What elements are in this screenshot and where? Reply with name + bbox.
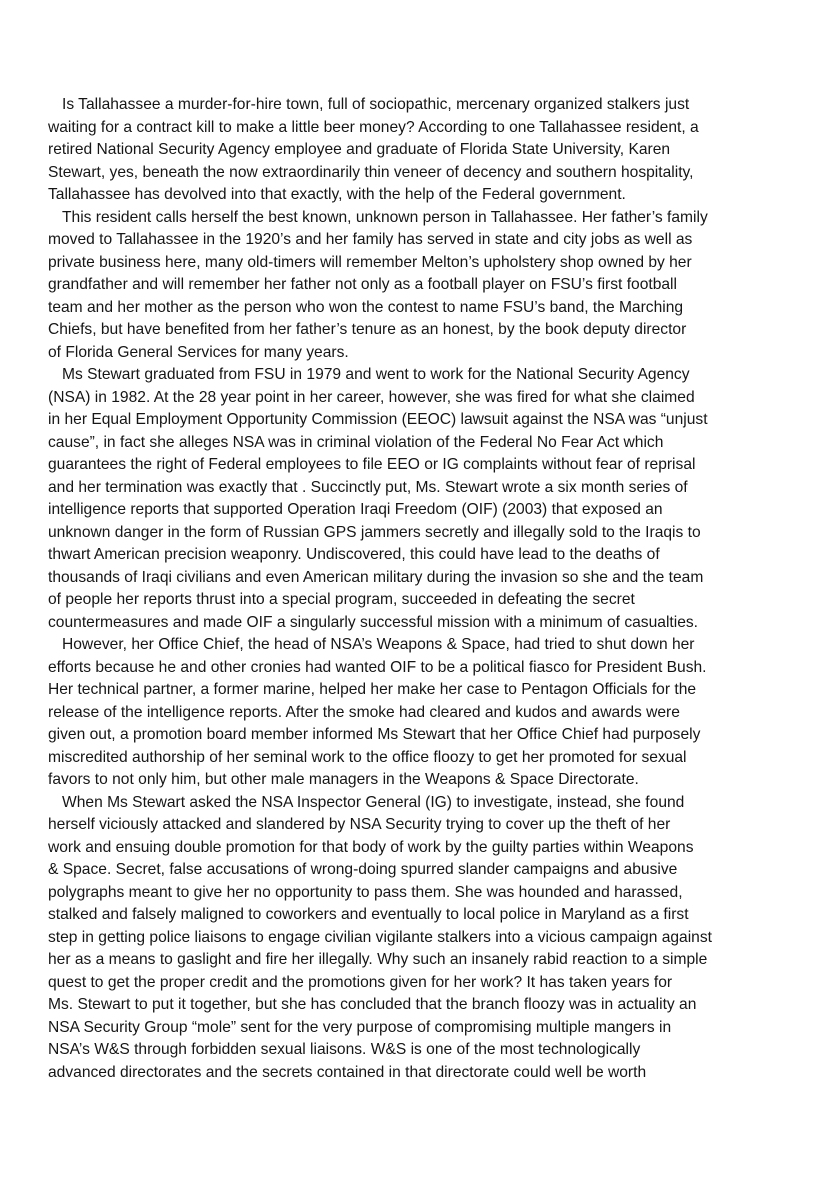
- text-line: quest to get the proper credit and the promotions given for her work? It has taken years for: [48, 973, 673, 991]
- text-line: Ms Stewart graduated from FSU in 1979 and went to work for the National Security Agency: [62, 366, 690, 383]
- text-line: favors to not only him, but other male managers in the Weapons & Space Directorate.: [48, 771, 639, 788]
- text-line: her as a means to gaslight and fire her illegally. Why such an insanely rabid reaction to a simple: [48, 951, 708, 968]
- text-line: retired National Security Agency employee and graduate of Florida State University, Karen: [48, 141, 671, 158]
- text-line: Is Tallahassee a murder-for-hire town, full of sociopathic, mercenary organized stalkers just: [62, 96, 690, 113]
- text-line: This resident calls herself the best known, unknown person in Tallahassee. Her father’s family: [62, 208, 708, 226]
- text-line: However, her Office Chief, the head of NSA’s Weapons & Space, had tried to shut down her: [62, 636, 695, 653]
- paragraph-3: [48, 364, 808, 634]
- text-line: in her Equal Employment Opportunity Commission (EEOC) lawsuit against the NSA was “unjust: [48, 411, 708, 428]
- paragraph-5: [48, 792, 808, 1085]
- text-line: thwart American precision weaponry. Undiscovered, this could have lead to the deaths of: [48, 546, 660, 563]
- text-line: work and ensuing double promotion for that body of work by the guilty parties within Weapons: [48, 838, 694, 856]
- text-line: NSA’s W&S through forbidden sexual liaisons. W&S is one of the most technologically: [48, 1041, 641, 1058]
- text-line: and her termination was exactly that . Succinctly put, Ms. Stewart wrote a six month series of: [48, 478, 688, 496]
- text-line: advanced directorates and the secrets contained in that directorate could well be worth: [48, 1063, 647, 1081]
- text-line: step in getting police liaisons to engage civilian vigilante stalkers into a vicious campaign against: [48, 928, 712, 946]
- text-line: Her technical partner, a former marine, helped her make her case to Pentagon Officials for the: [48, 681, 697, 698]
- text-line: team and her mother as the person who won the contest to name FSU’s band, the Marching: [48, 298, 684, 316]
- text-line: efforts because he and other cronies had wanted OIF to be a political fiasco for President Bush.: [48, 658, 707, 676]
- text-line: given out, a promotion board member informed Ms Stewart that her Office Chief had purposely: [48, 726, 701, 743]
- text-line: moved to Tallahassee in the 1920’s and her family has served in state and city jobs as well as: [48, 231, 693, 248]
- text-line: countermeasures and made OIF a singularly successful mission with a minimum of casualties.: [48, 613, 699, 631]
- text-line: cause”, in fact she alleges NSA was in criminal violation of the Federal No Fear Act which: [48, 433, 664, 451]
- text-line: miscredited authorship of her seminal work to the office floozy to get her promoted for sexual: [48, 748, 687, 766]
- text-line: of Florida General Services for many years.: [48, 343, 349, 361]
- text-line: NSA Security Group “mole” sent for the very purpose of compromising multiple mangers in: [48, 1018, 672, 1036]
- text-line: Stewart, yes, beneath the now extraordinarily thin veneer of decency and southern hospitality,: [48, 163, 694, 181]
- text-line: (NSA) in 1982. At the 28 year point in her career, however, she was fired for what she claimed: [48, 388, 695, 406]
- paragraph-1: [48, 94, 808, 207]
- paragraph-4: [48, 634, 808, 792]
- text-line: & Space. Secret, false accusations of wrong-doing spurred slander campaigns and abusive: [48, 861, 678, 878]
- text-line: of people her reports thrust into a special program, succeeded in defeating the secret: [48, 591, 635, 608]
- article-body: [48, 94, 808, 1084]
- text-line: unknown danger in the form of Russian GPS jammers secretly and illegally sold to the Iraqis to: [48, 523, 701, 541]
- paragraph-2: [48, 207, 808, 365]
- text-line: stalked and falsely maligned to coworkers and eventually to local police in Maryland as a first: [48, 906, 689, 923]
- text-line: guarantees the right of Federal employees to file EEO or IG complaints without fear of reprisal: [48, 456, 696, 473]
- text-line: waiting for a contract kill to make a little beer money? According to one Tallahassee resident, a: [48, 118, 699, 136]
- text-line: Tallahassee has devolved into that exactly, with the help of the Federal government.: [48, 186, 626, 203]
- text-line: polygraphs meant to give her no opportunity to pass them. She was hounded and harassed,: [48, 883, 683, 901]
- text-line: intelligence reports that supported Operation Iraqi Freedom (OIF) (2003) that exposed an: [48, 501, 663, 518]
- text-line: grandfather and will remember her father not only as a football player on FSU’s first football: [48, 276, 677, 293]
- text-line: When Ms Stewart asked the NSA Inspector General (IG) to investigate, instead, she found: [62, 793, 685, 811]
- text-line: Chiefs, but have benefited from her father’s tenure as an honest, by the book deputy director: [48, 321, 687, 338]
- text-line: thousands of Iraqi civilians and even American military during the invasion so she and the team: [48, 568, 704, 586]
- text-line: release of the intelligence reports. After the smoke had cleared and kudos and awards were: [48, 703, 680, 721]
- text-line: private business here, many old-timers will remember Melton’s upholstery shop owned by her: [48, 253, 692, 271]
- text-line: herself viciously attacked and slandered by NSA Security trying to cover up the theft of her: [48, 816, 671, 833]
- text-line: Ms. Stewart to put it together, but she has concluded that the branch floozy was in actuality an: [48, 996, 697, 1013]
